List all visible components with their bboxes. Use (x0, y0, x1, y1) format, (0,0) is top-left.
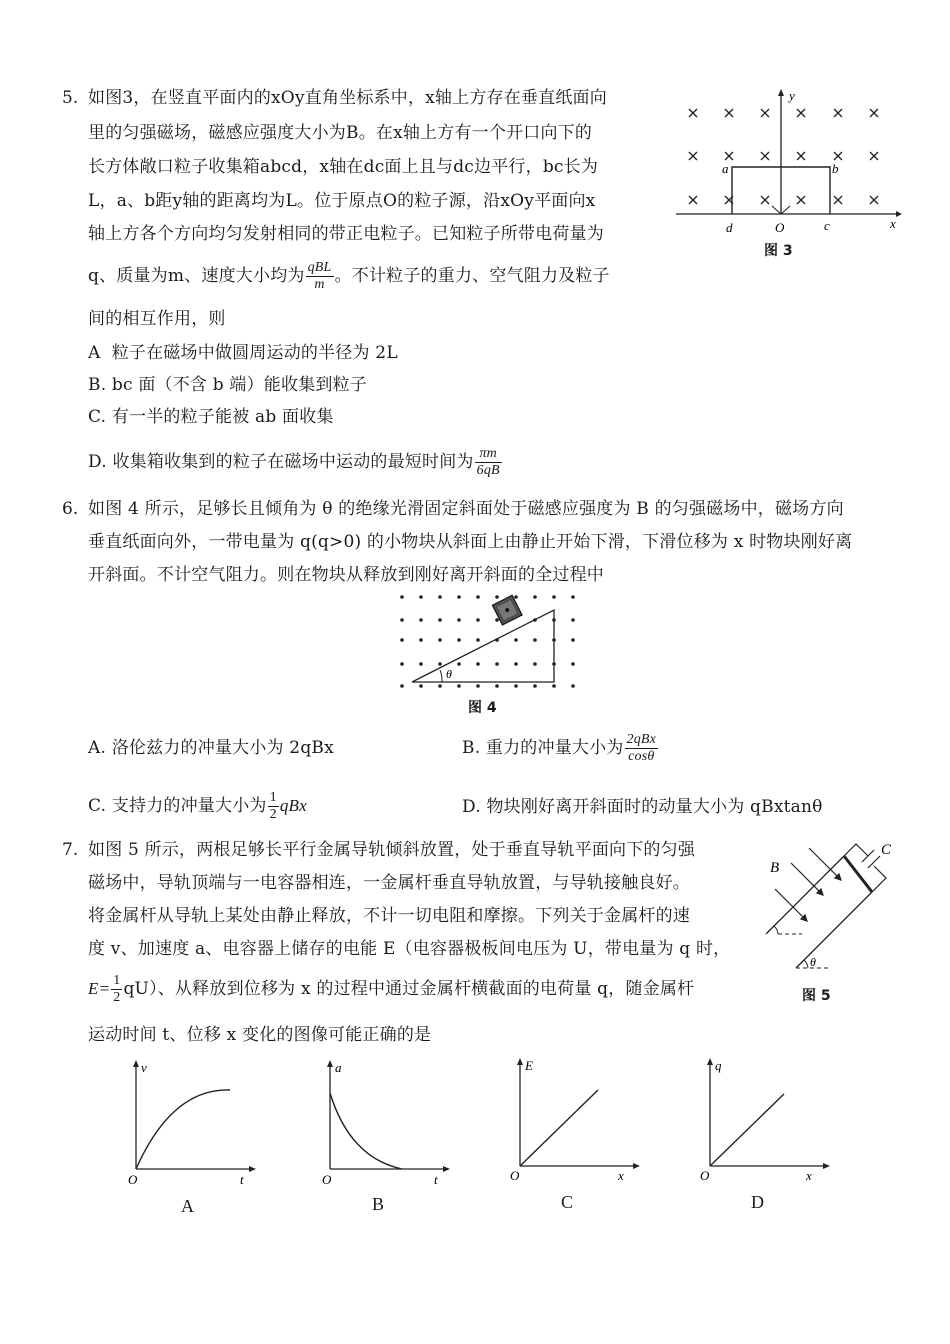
fraction (475, 446, 502, 479)
option-text: 有一半的粒子能被 ab 面收集 (111, 407, 334, 427)
option-a[interactable] (88, 341, 398, 365)
fraction-denominator: 6qB (476, 463, 500, 478)
option-label: C. (88, 796, 107, 816)
label-d: d (726, 220, 733, 235)
figure-3-diagram (668, 84, 908, 234)
question-text-line: 运动时间 t、位移 x 变化的图像可能正确的是 (88, 1025, 432, 1045)
y-axis-label: v (141, 1060, 147, 1075)
option-text: 物块刚好离开斜面时的动量大小为 qBxtanθ (486, 797, 823, 817)
fraction (306, 260, 334, 293)
fraction (625, 732, 659, 765)
question-text-line: L，a、b距y轴的距离均为L。位于原点O的粒子源，沿xOy平面向x (88, 191, 596, 211)
question-text-line: 间的相互作用，则 (88, 309, 226, 329)
question-text-line: 垂直纸面向外，一带电量为 q(q>0) 的小物块从斜面上由静止开始下滑，下滑位移为 x 时物块刚好离 (88, 532, 853, 552)
fraction-numerator: 2qBx (626, 732, 657, 747)
arrow-icon (249, 1166, 256, 1172)
option-c[interactable] (88, 405, 334, 429)
curve (136, 1090, 230, 1169)
label-y: y (789, 88, 795, 103)
text-segment: E= (88, 979, 111, 998)
angle-arc (774, 926, 778, 934)
origin-label: O (510, 1168, 520, 1183)
y-axis-label: E (525, 1058, 533, 1073)
fraction-numerator: πm (475, 446, 502, 463)
y-axis-arrow-icon (778, 89, 784, 96)
option-text: 粒子在磁场中做圆周运动的半径为 2L (111, 343, 398, 363)
x-axis-label: t (434, 1172, 438, 1187)
fraction-numerator: 1 (113, 973, 121, 988)
magnetic-field-arrows-icon (775, 848, 841, 921)
graph-b[interactable] (316, 1058, 451, 1187)
y-axis-label: a (335, 1060, 342, 1075)
label-origin: O (775, 220, 785, 235)
arrow-icon (633, 1163, 640, 1169)
question-text-line: 如图 5 所示，两根足够长平行金属导轨倾斜放置，处于垂直导轨平面向下的匀强 (88, 840, 696, 860)
label-b: B (770, 860, 780, 876)
label-x: x (890, 216, 896, 231)
fraction-denominator: 2 (113, 990, 121, 1005)
fraction-denominator: 2 (269, 807, 277, 822)
capacitor-wire (844, 844, 868, 856)
arrow-icon (823, 1163, 830, 1169)
option-label: D. (462, 797, 481, 817)
graph-label[interactable]: B (372, 1194, 385, 1214)
option-a[interactable] (88, 736, 334, 760)
line (710, 1094, 784, 1166)
origin-label: O (700, 1168, 710, 1183)
origin-label: O (128, 1172, 138, 1187)
question-text-line: 度 v、加速度 a、电容器上储存的电能 E（电容器极板间电压为 U，带电量为 q 时， (88, 939, 731, 959)
angle-arc (804, 960, 808, 968)
question-text-line: 如图3，在竖直平面内的xOy直角坐标系中，x轴上方存在垂直纸面向 (88, 88, 607, 108)
option-d[interactable] (88, 442, 503, 482)
arrow-icon (707, 1058, 713, 1065)
graph-label[interactable]: A (181, 1196, 194, 1216)
question-number: 6. (62, 499, 79, 519)
option-b[interactable] (88, 373, 367, 397)
fraction-numerator: 1 (269, 790, 277, 805)
option-label: A. (88, 738, 107, 758)
label-b: b (832, 161, 839, 176)
angle-arc (440, 670, 442, 682)
fraction (268, 790, 279, 823)
fraction-denominator: cosθ (628, 749, 655, 764)
figure-caption: 图 4 (468, 700, 497, 716)
question-text-line: 轴上方各个方向均匀发射相同的带正电粒子。已知粒子所带电荷量为 (88, 224, 604, 244)
x-axis-label: x (806, 1168, 812, 1183)
figure-caption: 图 5 (802, 988, 831, 1004)
arrow-icon (443, 1166, 450, 1172)
question-text-line: 长方体敞口粒子收集箱abcd，x轴在dc面上且与dc边平行，bc长为 (88, 157, 599, 177)
option-text: 洛伦兹力的冲量大小为 2qBx (111, 738, 334, 758)
magnetic-field-dot-icons (400, 595, 575, 688)
y-axis-label: q (715, 1058, 722, 1073)
figure-caption: 图 3 (764, 243, 793, 259)
option-label: D. (88, 452, 107, 472)
option-b[interactable] (462, 727, 659, 769)
option-text: bc 面（不含 b 端）能收集到粒子 (111, 375, 368, 395)
arrow-icon (517, 1058, 523, 1065)
magnetic-field-cross-icons (689, 109, 878, 204)
x-axis-label: t (240, 1172, 244, 1187)
fraction (111, 973, 122, 1006)
option-text: 重力的冲量大小为 (485, 738, 624, 758)
arrow-icon (327, 1060, 333, 1067)
fraction-denominator: m (314, 277, 325, 292)
graph-d[interactable] (698, 1056, 833, 1183)
fraction-numerator: qBL (307, 260, 332, 275)
curve (330, 1093, 402, 1169)
question-number: 7. (62, 840, 79, 860)
angle-label: θ (446, 667, 452, 681)
question-text-line (88, 968, 694, 1010)
question-text-line (88, 256, 610, 296)
option-label: B. (88, 375, 107, 395)
label-a: a (722, 161, 729, 176)
question-text-line: 如图 4 所示，足够长且倾角为 θ 的绝缘光滑固定斜面处于磁感应强度为 B 的匀强磁场中，磁场方向 (88, 499, 844, 519)
particle-source-arrows-icon (772, 202, 790, 214)
question-text-line: 将金属杆从导轨上某处由静止释放，不计一切电阻和摩擦。下列关于金属杆的速 (88, 906, 690, 926)
option-text: 收集箱收集到的粒子在磁场中运动的最短时间为 (112, 452, 474, 472)
text-segment: qU）、从释放到位移为 x 的过程中通过金属杆横截面的电荷量 q，随金属杆 (123, 979, 695, 999)
graph-label[interactable]: C (561, 1192, 574, 1212)
capacitor-wire (872, 866, 886, 892)
option-label: C. (88, 407, 107, 427)
question-text-line: 里的匀强磁场，磁感应强度大小为B。在x轴上方有一个开口向下的 (88, 123, 593, 143)
metal-rod (844, 856, 872, 892)
arrow-icon (133, 1060, 139, 1067)
question-text-line: 开斜面。不计空气阻力。则在物块从释放到刚好离开斜面的全过程中 (88, 565, 604, 585)
angle-label: θ (810, 955, 816, 969)
text-segment: q、质量为m、速度大小均为 (88, 266, 305, 286)
option-d[interactable] (462, 795, 823, 819)
text-segment: 。不计粒子的重力、空气阻力及粒子 (334, 266, 610, 286)
x-axis-arrow-icon (896, 211, 902, 217)
label-c: C (881, 842, 892, 858)
graph-a[interactable] (122, 1058, 257, 1187)
option-text: 支持力的冲量大小为 (111, 796, 267, 816)
option-label: B. (462, 738, 481, 758)
line (520, 1090, 598, 1166)
figure-5-diagram (756, 836, 906, 976)
option-text: qBx (279, 796, 307, 815)
graph-c[interactable] (506, 1056, 641, 1183)
incline-triangle (412, 610, 554, 682)
origin-label: O (322, 1172, 332, 1187)
question-number: 5. (62, 88, 79, 108)
figure-4-diagram (390, 588, 580, 690)
question-text-line: 磁场中，导轨顶端与一电容器相连，一金属杆垂直导轨放置，与导轨接触良好。 (88, 873, 690, 893)
x-axis-label: x (618, 1168, 624, 1183)
option-label: A (88, 343, 101, 363)
option-c[interactable] (88, 785, 307, 827)
label-c: c (824, 218, 830, 233)
rail-lower (796, 892, 872, 968)
graph-label[interactable]: D (751, 1192, 764, 1212)
